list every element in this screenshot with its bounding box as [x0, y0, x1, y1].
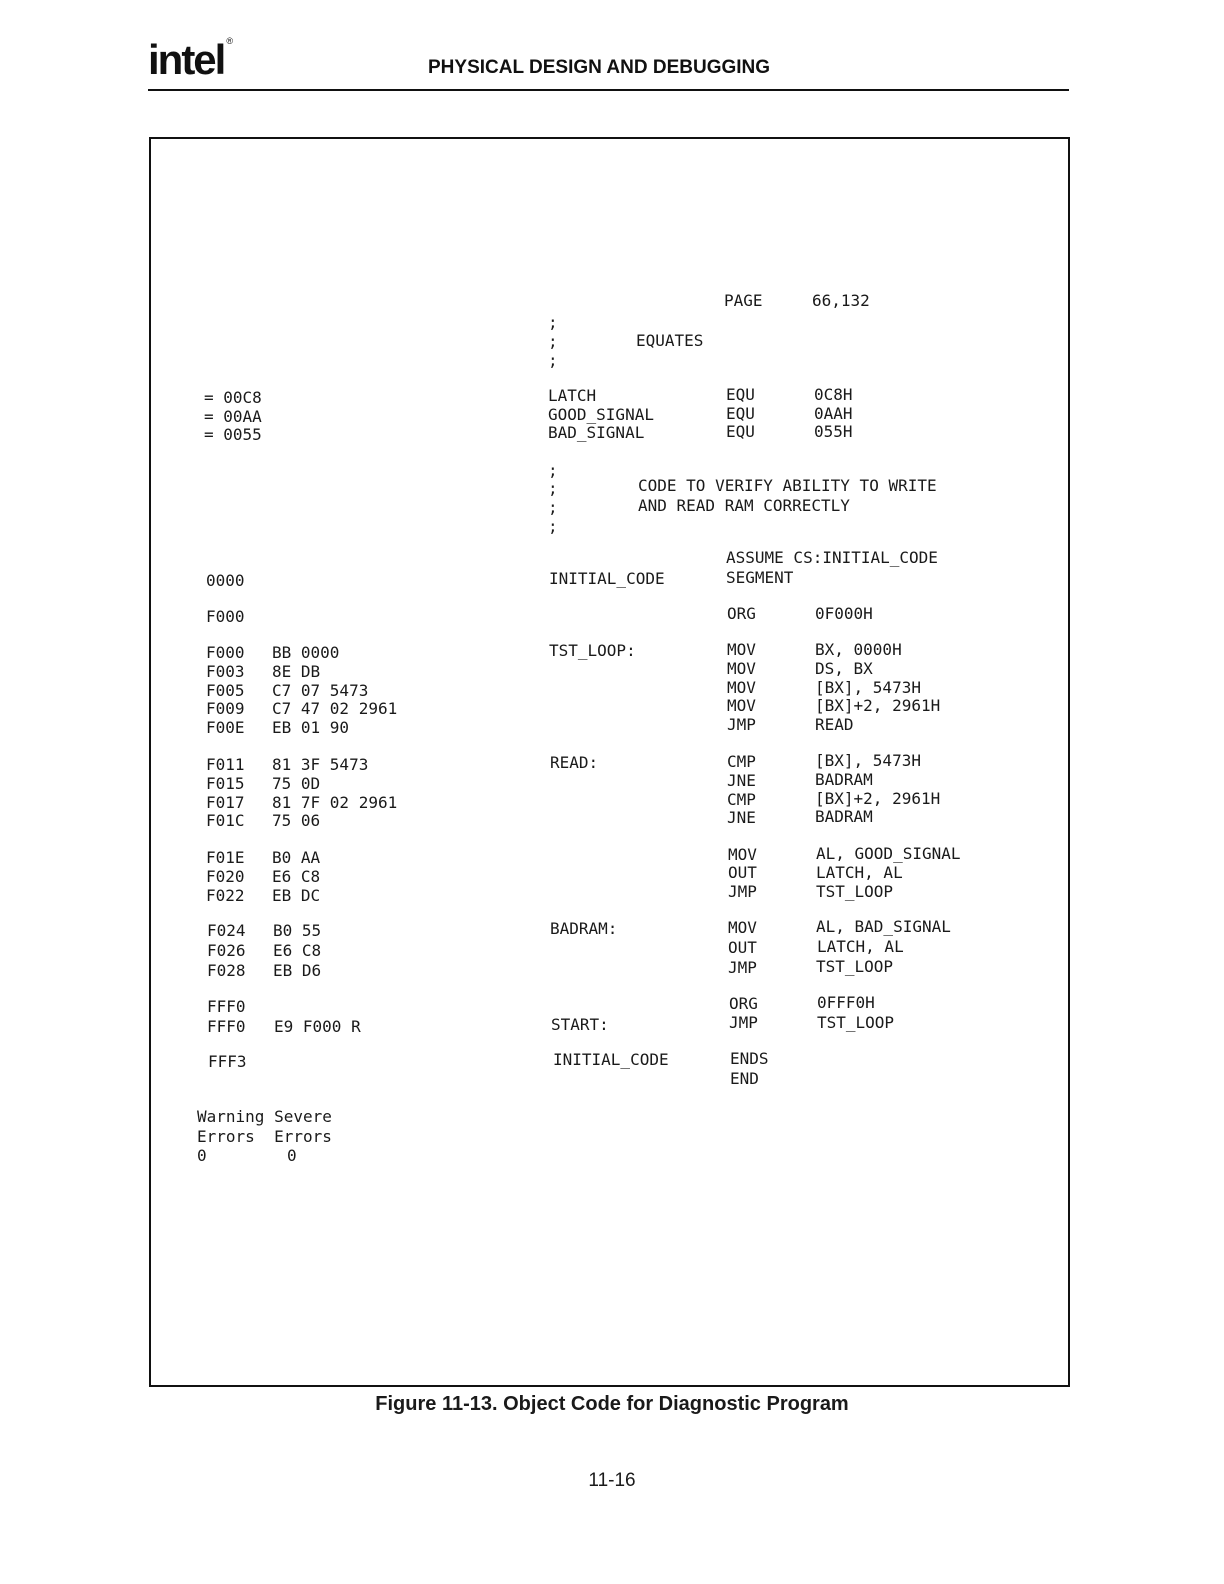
comment-semicolon: ; [548, 313, 558, 332]
code-addr: FFF0 [207, 1017, 246, 1036]
ends-addr: FFF3 [208, 1052, 247, 1071]
segment-label: INITIAL_CODE [549, 569, 665, 588]
code-op: MOV [727, 640, 756, 659]
code-arg: [BX]+2, 2961H [815, 696, 941, 715]
code-addr: F009 [206, 699, 245, 718]
code-arg: BX, 0000H [815, 640, 902, 659]
equates-heading: EQUATES [636, 331, 704, 350]
code-arg: BADRAM [815, 807, 873, 826]
code-arg: TST_LOOP [816, 882, 894, 901]
code-bytes: E9 F000 R [274, 1017, 361, 1036]
org-op: ORG [727, 604, 756, 623]
comment-line: AND READ RAM CORRECTLY [638, 496, 850, 515]
comment-semicolon: ; [548, 351, 558, 370]
ends-op: ENDS [730, 1049, 769, 1068]
code-bytes: B0 55 [273, 921, 322, 940]
org-addr: F000 [206, 607, 245, 626]
org-arg: 0FFF0H [817, 993, 875, 1012]
page-number: 11-16 [588, 1470, 636, 1491]
code-op: JMP [727, 715, 756, 734]
org-addr: FFF0 [207, 997, 246, 1016]
code-op: MOV [728, 918, 757, 937]
code-bytes: B0 AA [272, 848, 321, 867]
code-addr: F022 [206, 886, 245, 905]
code-addr: F024 [207, 921, 246, 940]
code-arg: LATCH, AL [816, 863, 903, 882]
ends-label: INITIAL_CODE [553, 1050, 669, 1069]
comment-line: CODE TO VERIFY ABILITY TO WRITE [638, 476, 937, 495]
logo-text: intel [148, 36, 225, 83]
code-bytes: EB D6 [273, 961, 322, 980]
equate-arg: 0AAH [814, 404, 853, 423]
comment-semicolon: ; [548, 517, 558, 536]
code-bytes: EB DC [272, 886, 321, 905]
code-op: JMP [728, 958, 757, 977]
equate-arg: 055H [814, 422, 853, 441]
code-bytes: 8E DB [272, 662, 321, 681]
registered-mark: ® [226, 36, 231, 46]
assume-directive: ASSUME CS:INITIAL_CODE [726, 548, 938, 567]
equate-name: LATCH [548, 386, 597, 405]
code-arg: TST_LOOP [816, 957, 894, 976]
code-op: MOV [727, 678, 756, 697]
code-op: MOV [727, 696, 756, 715]
code-addr: F017 [206, 793, 245, 812]
intel-logo [148, 36, 231, 84]
code-addr: F00E [206, 718, 245, 737]
page-directive-op: PAGE [724, 291, 763, 310]
header-rule [148, 89, 1069, 91]
equate-op: EQU [726, 422, 755, 441]
equate-op: EQU [726, 404, 755, 423]
comment-semicolon: ; [548, 461, 558, 480]
code-op: MOV [727, 659, 756, 678]
code-op: JNE [727, 808, 756, 827]
summary-header-row2: Errors Errors [197, 1127, 332, 1146]
code-addr: F011 [206, 755, 245, 774]
code-bytes: 75 0D [272, 774, 321, 793]
code-addr: F01C [206, 811, 245, 830]
segment-addr: 0000 [206, 571, 245, 590]
code-bytes: E6 C8 [272, 867, 321, 886]
code-op: JMP [729, 1013, 758, 1032]
code-op: CMP [727, 752, 756, 771]
code-label: TST_LOOP: [549, 641, 636, 660]
code-bytes: C7 47 02 2961 [272, 699, 398, 718]
org-arg: 0F000H [815, 604, 873, 623]
equate-name: GOOD_SIGNAL [548, 405, 654, 424]
code-arg: [BX], 5473H [815, 678, 921, 697]
code-arg: READ [815, 715, 854, 734]
page-header-title: PHYSICAL DESIGN AND DEBUGGING [428, 57, 771, 78]
code-op: JMP [728, 882, 757, 901]
code-bytes: E6 C8 [273, 941, 322, 960]
code-addr: F026 [207, 941, 246, 960]
code-op: OUT [728, 863, 757, 882]
code-arg: [BX], 5473H [815, 751, 921, 770]
code-op: CMP [727, 790, 756, 809]
figure-caption: Figure 11-13. Object Code for Diagnostic Program [375, 1393, 849, 1415]
code-label: READ: [550, 753, 599, 772]
equate-value: = 00C8 [204, 388, 262, 407]
equate-value: = 00AA [204, 407, 262, 426]
code-op: JNE [727, 771, 756, 790]
code-arg: LATCH, AL [817, 937, 904, 956]
comment-semicolon: ; [548, 332, 558, 351]
code-addr: F005 [206, 681, 245, 700]
page-directive-arg: 66,132 [812, 291, 870, 310]
segment-op: SEGMENT [726, 568, 794, 587]
equate-op: EQU [726, 385, 755, 404]
code-bytes: EB 01 90 [272, 718, 350, 737]
code-op: OUT [728, 938, 757, 957]
severe-error-count: 0 [287, 1146, 297, 1165]
code-arg: AL, BAD_SIGNAL [816, 917, 951, 936]
code-arg: TST_LOOP [817, 1013, 895, 1032]
code-addr: F01E [206, 848, 245, 867]
code-bytes: BB 0000 [272, 643, 340, 662]
equate-value: = 0055 [204, 425, 262, 444]
code-bytes: 81 3F 5473 [272, 755, 369, 774]
code-label: START: [551, 1015, 609, 1034]
code-addr: F020 [206, 867, 245, 886]
warning-count: 0 [197, 1146, 207, 1165]
org-op: ORG [729, 994, 758, 1013]
code-bytes: 75 06 [272, 811, 321, 830]
code-addr: F015 [206, 774, 245, 793]
end-op: END [730, 1069, 759, 1088]
code-addr: F000 [206, 643, 245, 662]
code-bytes: 81 7F 02 2961 [272, 793, 398, 812]
code-arg: AL, GOOD_SIGNAL [816, 844, 961, 863]
equate-arg: 0C8H [814, 385, 853, 404]
code-bytes: C7 07 5473 [272, 681, 369, 700]
code-addr: F028 [207, 961, 246, 980]
code-arg: [BX]+2, 2961H [815, 789, 941, 808]
comment-semicolon: ; [548, 498, 558, 517]
equate-name: BAD_SIGNAL [548, 423, 645, 442]
code-arg: BADRAM [815, 770, 873, 789]
code-op: MOV [728, 845, 757, 864]
comment-semicolon: ; [548, 479, 558, 498]
summary-header-row1: Warning Severe [197, 1107, 332, 1126]
code-label: BADRAM: [550, 919, 618, 938]
code-arg: DS, BX [815, 659, 873, 678]
code-addr: F003 [206, 662, 245, 681]
